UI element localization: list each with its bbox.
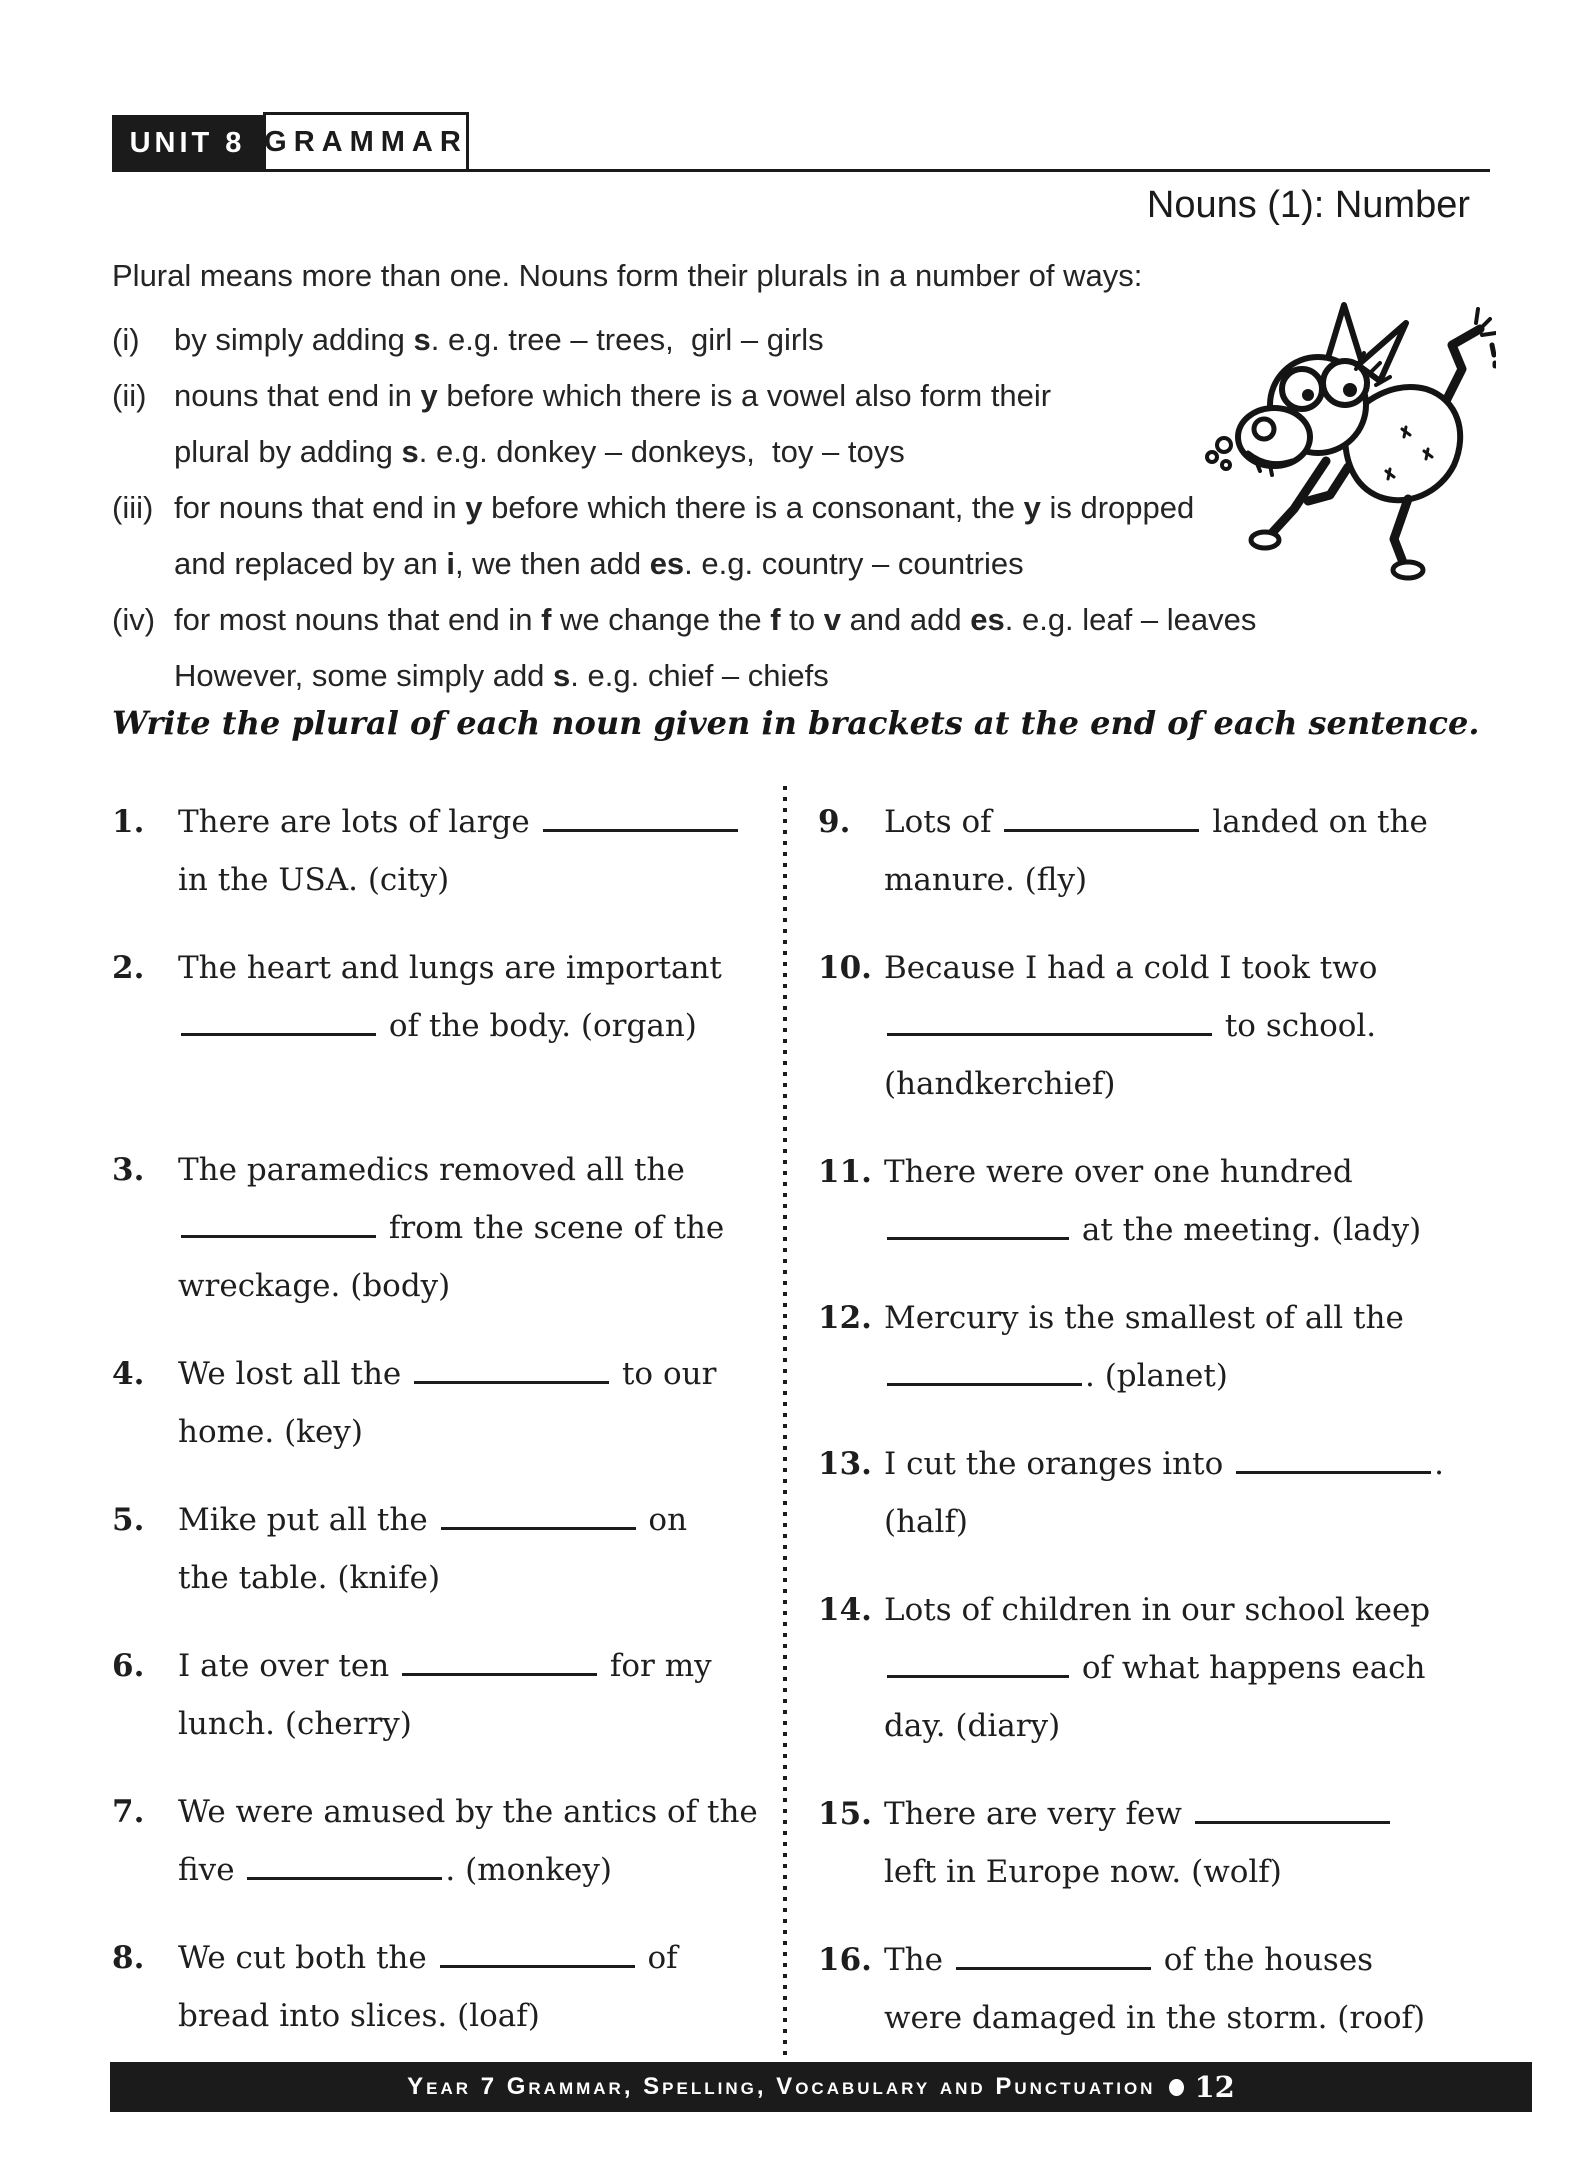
- sentence-fragment: (half): [884, 1504, 969, 1540]
- sentence-fragment: from the scene of the: [379, 1210, 725, 1246]
- question-item: [112, 793, 764, 909]
- sentence-fragment: home. (key): [178, 1414, 363, 1450]
- bold-term: v: [823, 602, 841, 637]
- question-text: [884, 939, 1490, 1113]
- rule-text-run: . e.g. chief – chiefs: [570, 658, 829, 693]
- answer-blank: [402, 1644, 597, 1676]
- sentence-fragment: in the USA. (city): [178, 862, 450, 898]
- answer-blank: [887, 1646, 1069, 1678]
- question-text: [884, 1931, 1490, 2047]
- answer-blank: [440, 1936, 635, 1968]
- exercise-instruction: Write the plural of each noun given in brackets at the end of each sentence.: [112, 704, 1480, 742]
- bold-term: y: [465, 490, 483, 525]
- question-number: 16.: [818, 1942, 872, 1978]
- question-item: [818, 793, 1490, 909]
- question-item: [112, 1491, 764, 1607]
- question-item: [818, 1435, 1490, 1551]
- sentence-fragment: on: [638, 1502, 688, 1538]
- rule-text-run: is dropped: [1040, 490, 1195, 525]
- question-text: [884, 793, 1490, 909]
- answer-blank: [181, 1004, 376, 1036]
- rule-number: (iii): [112, 490, 154, 525]
- bold-term: f: [770, 602, 781, 637]
- answer-blank: [887, 1004, 1212, 1036]
- rule-text-run: . e.g. country – countries: [684, 546, 1024, 581]
- sentence-fragment: Lots of children in our school keep: [884, 1592, 1431, 1628]
- question-number: 9.: [818, 804, 851, 840]
- sentence-fragment: . (planet): [1085, 1358, 1228, 1394]
- sentence-fragment: We were amused by the antics of the: [178, 1794, 758, 1830]
- sentence-fragment: We cut both the: [178, 1940, 437, 1976]
- question-item: [818, 939, 1490, 1113]
- question-text: [884, 1785, 1490, 1901]
- donkey-illustration: [1196, 283, 1496, 583]
- question-text: [178, 1929, 764, 2045]
- rule-text-run: and replaced by an: [174, 546, 447, 581]
- rule-number: (i): [112, 322, 140, 357]
- sentence-fragment: (handkerchief): [884, 1066, 1116, 1102]
- question-item: [818, 1289, 1490, 1405]
- rule-text-run: plural by adding: [174, 434, 402, 469]
- question-text: [178, 1783, 764, 1899]
- plural-rules-list: [112, 312, 1382, 704]
- sentence-fragment: There were over one hundred: [884, 1154, 1353, 1190]
- rule-item-i: [112, 312, 1382, 368]
- question-item: [112, 1637, 764, 1753]
- rule-text-run: for nouns that end in: [174, 490, 466, 525]
- question-number: 2.: [112, 950, 145, 986]
- question-number: 11.: [818, 1154, 872, 1190]
- question-text: [884, 1581, 1490, 1755]
- bold-term: f: [541, 602, 552, 637]
- question-number: 3.: [112, 1152, 145, 1188]
- question-text: [178, 793, 764, 909]
- sentence-fragment: There are very few: [884, 1796, 1192, 1832]
- bold-term: s: [553, 658, 571, 693]
- questions-column-left: [112, 793, 764, 2075]
- answer-blank: [956, 1938, 1151, 1970]
- sentence-fragment: .: [1434, 1446, 1444, 1482]
- question-text: [178, 1637, 764, 1753]
- questions-column-right: [818, 793, 1490, 2077]
- sentence-fragment: were damaged in the storm. (roof): [884, 2000, 1426, 2036]
- question-item: [818, 1143, 1490, 1259]
- sentence-fragment: Lots of: [884, 804, 1002, 840]
- question-text: [178, 939, 764, 1055]
- sentence-fragment: landed on the: [1202, 804, 1428, 840]
- rule-text-run: and add: [840, 602, 971, 637]
- bold-term: y: [420, 378, 438, 413]
- question-number: 13.: [818, 1446, 872, 1482]
- sentence-fragment: Because I had a cold I took two: [884, 950, 1378, 986]
- question-text: [178, 1141, 764, 1315]
- rule-item-iv: [112, 592, 1382, 704]
- rule-text-run: . e.g. donkey – donkeys, toy – toys: [418, 434, 905, 469]
- sentence-fragment: bread into slices. (loaf): [178, 1998, 540, 2034]
- sentence-fragment: The heart and lungs are important: [178, 950, 722, 986]
- question-item: [818, 1931, 1490, 2047]
- question-number: 15.: [818, 1796, 872, 1832]
- question-number: 12.: [818, 1300, 872, 1336]
- bold-term: es: [970, 602, 1005, 637]
- question-item: [112, 1345, 764, 1461]
- footer-bar: [110, 2062, 1532, 2112]
- answer-blank: [1004, 800, 1199, 832]
- question-text: [884, 1289, 1490, 1405]
- bold-term: i: [446, 546, 455, 581]
- sentence-fragment: lunch. (cherry): [178, 1706, 412, 1742]
- rule-text: [174, 592, 1382, 704]
- sentence-fragment: The: [884, 1942, 953, 1978]
- unit-badge: [112, 115, 263, 172]
- page-title: Nouns (1): Number: [1146, 184, 1470, 226]
- sentence-fragment: I ate over ten: [178, 1648, 400, 1684]
- sentence-fragment: day. (diary): [884, 1708, 1061, 1744]
- answer-blank: [441, 1498, 636, 1530]
- question-item: [818, 1581, 1490, 1755]
- rule-text-run: . e.g. tree – trees, girl – girls: [430, 322, 824, 357]
- sentence-fragment: manure. (fly): [884, 862, 1088, 898]
- bold-term: es: [649, 546, 685, 581]
- answer-blank: [414, 1352, 609, 1384]
- rule-text-run: However, some simply add: [174, 658, 554, 693]
- sentence-fragment: Mike put all the: [178, 1502, 438, 1538]
- sentence-fragment: Mercury is the smallest of all the: [884, 1300, 1404, 1336]
- footer-page-number: 12: [1194, 2070, 1235, 2104]
- rule-text-run: we change the: [551, 602, 771, 637]
- sentence-fragment: We lost all the: [178, 1356, 412, 1392]
- answer-blank: [247, 1848, 442, 1880]
- question-text: [178, 1345, 764, 1461]
- rule-number: (ii): [112, 378, 147, 413]
- rule-number: (iv): [112, 602, 156, 637]
- answer-blank: [1195, 1792, 1390, 1824]
- sentence-fragment: of what happens each: [1072, 1650, 1426, 1686]
- question-number: 10.: [818, 950, 872, 986]
- bold-term: y: [1023, 490, 1041, 525]
- sentence-fragment: to school.: [1215, 1008, 1377, 1044]
- sentence-fragment: left in Europe now. (wolf): [884, 1854, 1282, 1890]
- rule-item-iii: [112, 480, 1382, 592]
- sentence-fragment: . (monkey): [445, 1852, 612, 1888]
- rule-text-run: before which there is a consonant, the: [482, 490, 1024, 525]
- sentence-fragment: the table. (knife): [178, 1560, 441, 1596]
- question-number: 14.: [818, 1592, 872, 1628]
- question-text: [884, 1435, 1490, 1551]
- question-text: [178, 1491, 764, 1607]
- sentence-fragment: The paramedics removed all the: [178, 1152, 685, 1188]
- question-number: 6.: [112, 1648, 145, 1684]
- column-divider: [783, 786, 787, 2062]
- rule-text-run: to: [780, 602, 824, 637]
- sentence-fragment: wreckage. (body): [178, 1268, 451, 1304]
- question-item: [818, 1785, 1490, 1901]
- footer-series: Year 7 Grammar, Spelling, Vocabulary and Punctuation: [407, 2073, 1156, 2100]
- question-number: 7.: [112, 1794, 145, 1830]
- rule-text-run: nouns that end in: [174, 378, 421, 413]
- answer-blank: [887, 1354, 1082, 1386]
- sentence-fragment: of the houses: [1153, 1942, 1374, 1978]
- rule-item-ii: [112, 368, 1382, 480]
- question-number: 8.: [112, 1940, 145, 1976]
- question-item: [112, 1141, 764, 1315]
- sentence-fragment: I cut the oranges into: [884, 1446, 1234, 1482]
- bold-term: s: [401, 434, 419, 469]
- sentence-fragment: for my: [600, 1648, 712, 1684]
- question-text: [884, 1143, 1490, 1259]
- rule-text-run: before which there is a vowel also form their: [437, 378, 1052, 413]
- sentence-fragment: of the body. (organ): [379, 1008, 697, 1044]
- unit-badge-label: UNIT 8: [129, 127, 246, 159]
- sentence-fragment: at the meeting. (lady): [1072, 1212, 1422, 1248]
- question-number: 1.: [112, 804, 145, 840]
- answer-blank: [181, 1206, 376, 1238]
- intro-lead: Plural means more than one. Nouns form their plurals in a number of ways:: [112, 258, 1143, 293]
- question-item: [112, 1929, 764, 2045]
- question-number: 5.: [112, 1502, 145, 1538]
- rule-text-run: . e.g. leaf – leaves: [1004, 602, 1257, 637]
- question-item: [112, 1783, 764, 1899]
- answer-blank: [1236, 1442, 1431, 1474]
- sentence-fragment: There are lots of large: [178, 804, 540, 840]
- question-item: [112, 939, 764, 1055]
- section-badge-label: GRAMMAR: [264, 125, 468, 158]
- rule-text-run: by simply adding: [174, 322, 414, 357]
- question-number: 4.: [112, 1356, 145, 1392]
- sentence-fragment: five: [178, 1852, 245, 1888]
- rule-text-run: , we then add: [454, 546, 650, 581]
- answer-blank: [543, 800, 738, 832]
- bold-term: s: [413, 322, 431, 357]
- rule-text-run: for most nouns that end in: [174, 602, 542, 637]
- sentence-fragment: to our: [612, 1356, 717, 1392]
- section-badge: [263, 112, 469, 172]
- answer-blank: [887, 1208, 1069, 1240]
- sentence-fragment: of: [637, 1940, 678, 1976]
- footer-dot-icon: [1169, 2079, 1184, 2096]
